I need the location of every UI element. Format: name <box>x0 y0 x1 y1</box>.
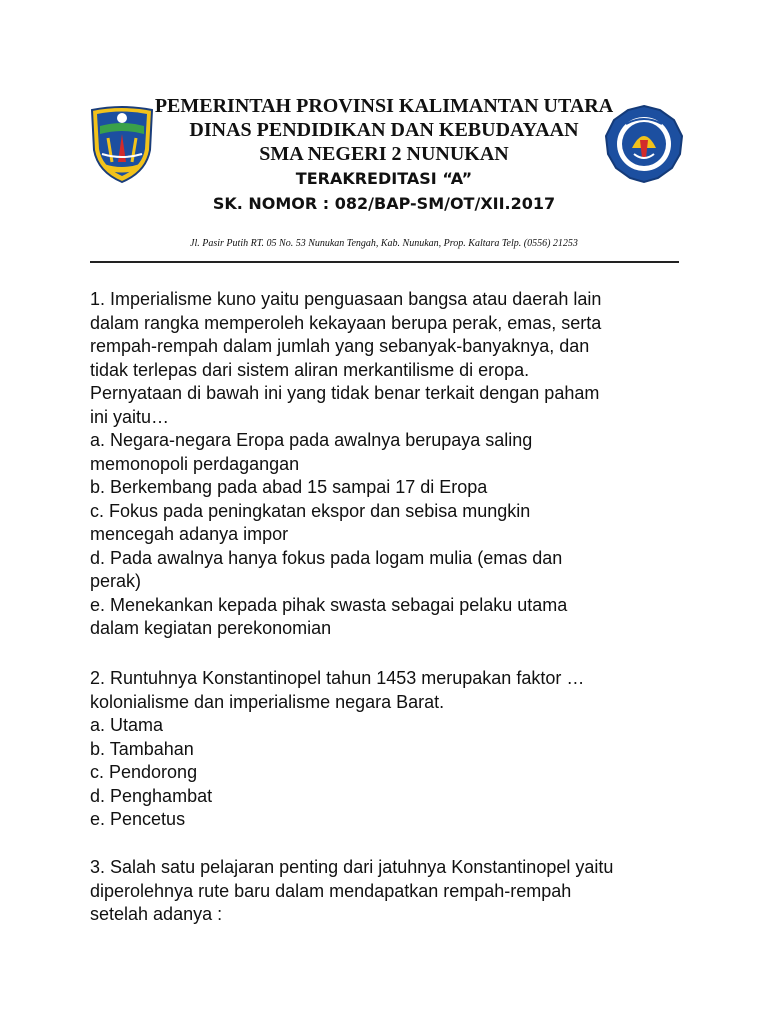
answer-option: memonopoli perdagangan <box>90 453 300 474</box>
question-3 <box>90 856 690 927</box>
question-text-line: 3. Salah satu pelajaran penting dari jatuhnya Konstantinopel yaitu <box>90 857 614 877</box>
answer-option: d. Pada awalnya hanya fokus pada logam mulia (emas dan <box>90 547 563 568</box>
question-1 <box>90 288 690 641</box>
accreditation-status: TERAKREDITASI “A” <box>295 169 473 188</box>
answer-option: e. Menekankan kepada pihak swasta sebagai pelaku utama <box>90 594 568 615</box>
government-name: PEMERINTAH PROVINSI KALIMANTAN UTARA <box>154 95 614 117</box>
question-text-line: diperolehnya rute baru dalam mendapatkan rempah-rempah <box>90 880 572 901</box>
agency-name: DINAS PENDIDIKAN DAN KEBUDAYAAN <box>189 119 579 141</box>
question-text-line: Pernyataan di bawah ini yang tidak benar terkait dengan paham <box>90 383 600 403</box>
answer-option: e. Pencetus <box>90 809 186 829</box>
answer-option: mencegah adanya impor <box>90 524 289 544</box>
question-text-line: 1. Imperialisme kuno yaitu penguasaan bangsa atau daerah lain <box>90 289 602 309</box>
decree-number: SK. NOMOR : 082/BAP-SM/OT/XII.2017 <box>212 194 556 213</box>
question-text-line: setelah adanya : <box>90 904 223 924</box>
question-2 <box>90 667 690 832</box>
answer-option: a. Negara-negara Eropa pada awalnya berupaya saling <box>90 430 533 450</box>
answer-option: c. Pendorong <box>90 762 198 782</box>
answer-option: b. Berkembang pada abad 15 sampai 17 di Eropa <box>90 477 488 497</box>
question-text-line: rempah-rempah dalam jumlah yang sebanyak-banyaknya, dan <box>90 336 590 356</box>
answer-option: dalam kegiatan perekonomian <box>90 618 332 638</box>
question-text-line: kolonialisme dan imperialisme negara Barat. <box>90 691 445 712</box>
answer-option: a. Utama <box>90 715 164 735</box>
question-text-line: ini yaitu… <box>90 406 170 427</box>
question-text-line: 2. Runtuhnya Konstantinopel tahun 1453 merupakan faktor … <box>90 668 585 688</box>
answer-option: c. Fokus pada peningkatan ekspor dan sebisa mungkin <box>90 500 531 521</box>
question-text-line: dalam rangka memperoleh kekayaan berupa perak, emas, serta <box>90 312 602 333</box>
answer-option: perak) <box>90 571 142 591</box>
question-text-line: tidak terlepas dari sistem aliran merkantilisme di eropa. <box>90 359 530 380</box>
answer-option: d. Penghambat <box>90 785 213 806</box>
school-name: SMA NEGERI 2 NUNUKAN <box>259 143 509 165</box>
header-divider <box>90 261 679 263</box>
school-address: Jl. Pasir Putih RT. 05 No. 53 Nunukan Tengah, Kab. Nunukan, Prop. Kaltara Telp. (0556) 21253 <box>190 238 578 249</box>
answer-option: b. Tambahan <box>90 738 194 759</box>
